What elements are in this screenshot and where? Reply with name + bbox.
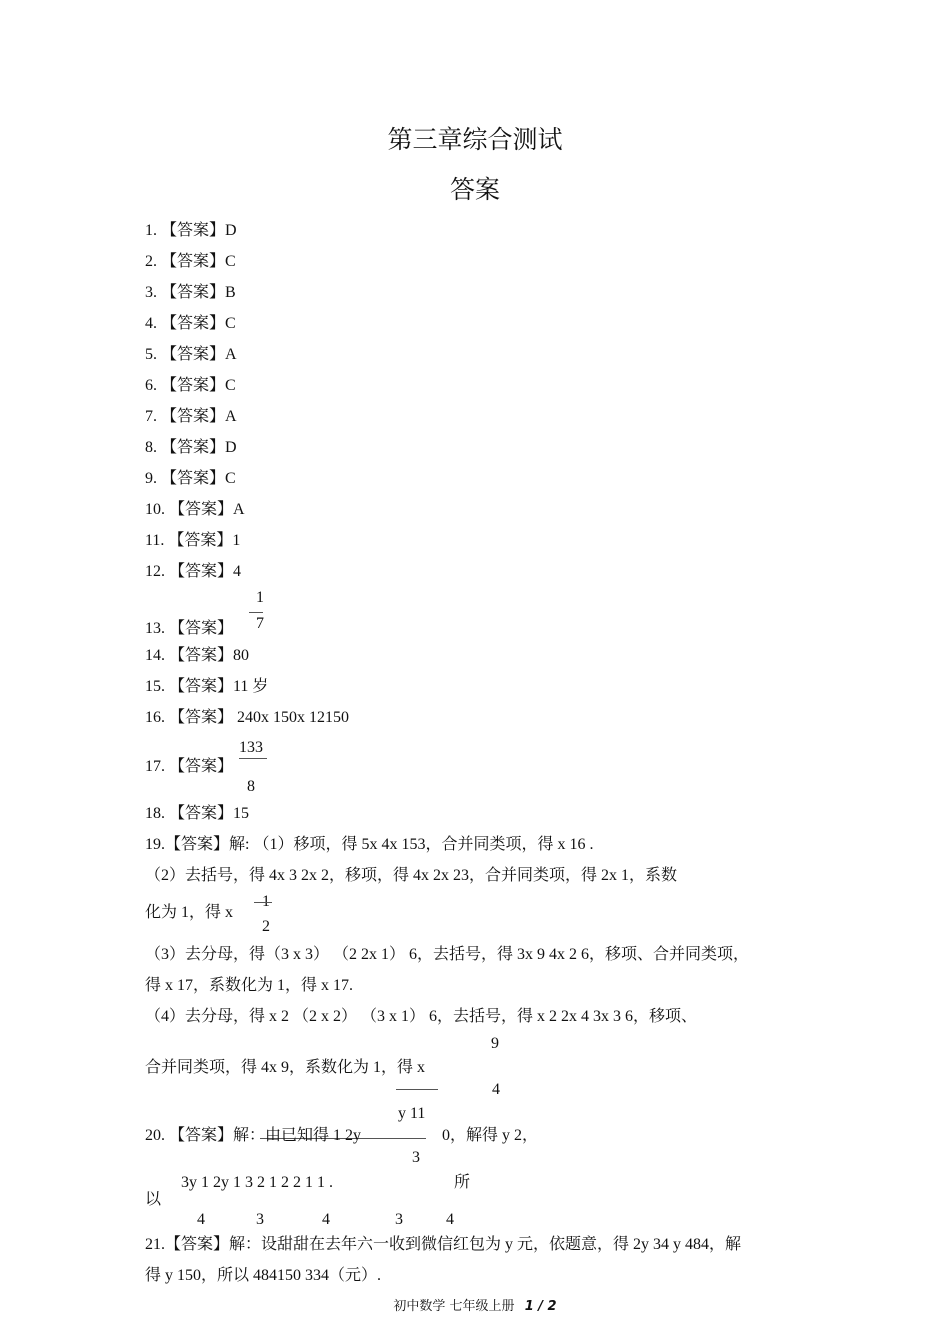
fraction-denominator: 4 — [197, 1211, 205, 1228]
answer-line: 18. 【答案】15 — [145, 805, 250, 822]
document-subtitle: 答案 — [449, 175, 500, 204]
fraction-bar — [396, 1089, 438, 1090]
fraction-bar — [254, 902, 272, 903]
fraction-numerator: 1 — [256, 589, 264, 606]
answer-line: 3. 【答案】B — [145, 284, 236, 301]
solution-line: （3）去分母，得（3 x 3） （2 2x 1） 6，去括号，得 3x 9 4x 2 6，移项、合并同类项， — [145, 946, 750, 963]
solution-line: 0，解得 y 2， — [442, 1127, 539, 1144]
fraction-bar — [249, 612, 263, 613]
answer-line: 1. 【答案】D — [145, 222, 237, 239]
solution-line: 得 x 17，系数化为 1，得 x 17. — [145, 977, 354, 994]
answer-line: 11. 【答案】1 — [145, 532, 241, 549]
solution-line: 所 — [454, 1174, 471, 1191]
fraction-denominator: 4 — [492, 1081, 500, 1098]
fraction-denominator: 3 — [256, 1211, 264, 1228]
answer-line: 14. 【答案】80 — [145, 647, 250, 664]
answer-line: 7. 【答案】A — [145, 408, 237, 425]
fraction-denominator: 3 — [395, 1211, 403, 1228]
footer-text: 初中数学 七年级上册 — [393, 1299, 515, 1314]
answer-line: 2. 【答案】C — [145, 253, 236, 270]
answer-line: 15. 【答案】11 岁 — [145, 678, 269, 695]
document-title: 第三章综合测试 — [387, 125, 563, 154]
fraction-denominator: 2 — [262, 918, 270, 935]
solution-line: 得 y 150，所以 484150 334（元）. — [145, 1267, 382, 1284]
answer-line: 9. 【答案】C — [145, 470, 236, 487]
answer-line: 16. 【答案】 240x 150x 12150 — [145, 709, 350, 726]
solution-line: （4）去分母，得 x 2 （2 x 2） （3 x 1） 6，去括号，得 x 2 2x 4 3x 3 6，移项、 — [145, 1008, 698, 1025]
answer-line: 8. 【答案】D — [145, 439, 237, 456]
fraction-denominator: 4 — [322, 1211, 330, 1228]
fraction-numerator: y 11 — [398, 1105, 426, 1122]
solution-line: 21.【答案】解：设甜甜在去年六一收到微信红包为 y 元，依题意，得 2y 34 y 484，解 — [145, 1236, 742, 1253]
answer-line: 6. 【答案】C — [145, 377, 236, 394]
fraction-numerator: 1 — [262, 893, 270, 910]
expression-line: 3y 1 2y 1 3 2 1 2 2 1 1 . — [181, 1174, 333, 1191]
page-footer — [0, 1295, 950, 1314]
answer-line: 17. 【答案】 — [145, 758, 234, 775]
fraction-denominator: 7 — [256, 615, 264, 632]
fraction-denominator: 3 — [412, 1149, 420, 1166]
answer-line: 12. 【答案】4 — [145, 563, 242, 580]
fraction-numerator: 133 — [239, 739, 263, 756]
fraction-numerator: 9 — [491, 1035, 499, 1052]
fraction-denominator: 8 — [247, 778, 255, 795]
solution-line: 20. 【答案】解：由已知得 1 2y — [145, 1127, 362, 1144]
fraction-denominator: 4 — [446, 1211, 454, 1228]
solution-line: 以 — [145, 1191, 162, 1208]
solution-line: 化为 1，得 x — [145, 904, 234, 921]
answer-line: 13. 【答案】 — [145, 620, 234, 637]
answer-line: 5. 【答案】A — [145, 346, 237, 363]
fraction-bar — [239, 758, 267, 759]
answer-line: 10. 【答案】A — [145, 501, 245, 518]
answer-line: 4. 【答案】C — [145, 315, 236, 332]
solution-line: 合并同类项，得 4x 9，系数化为 1，得 x — [145, 1059, 426, 1076]
solution-line: （2）去括号，得 4x 3 2x 2，移项，得 4x 2x 23，合并同类项，得 2x 1，系数 — [145, 867, 678, 884]
page-number: 1 / 2 — [524, 1299, 557, 1314]
solution-line: 19.【答案】解: （1）移项，得 5x 4x 153，合并同类项，得 x 16 . — [145, 836, 594, 853]
